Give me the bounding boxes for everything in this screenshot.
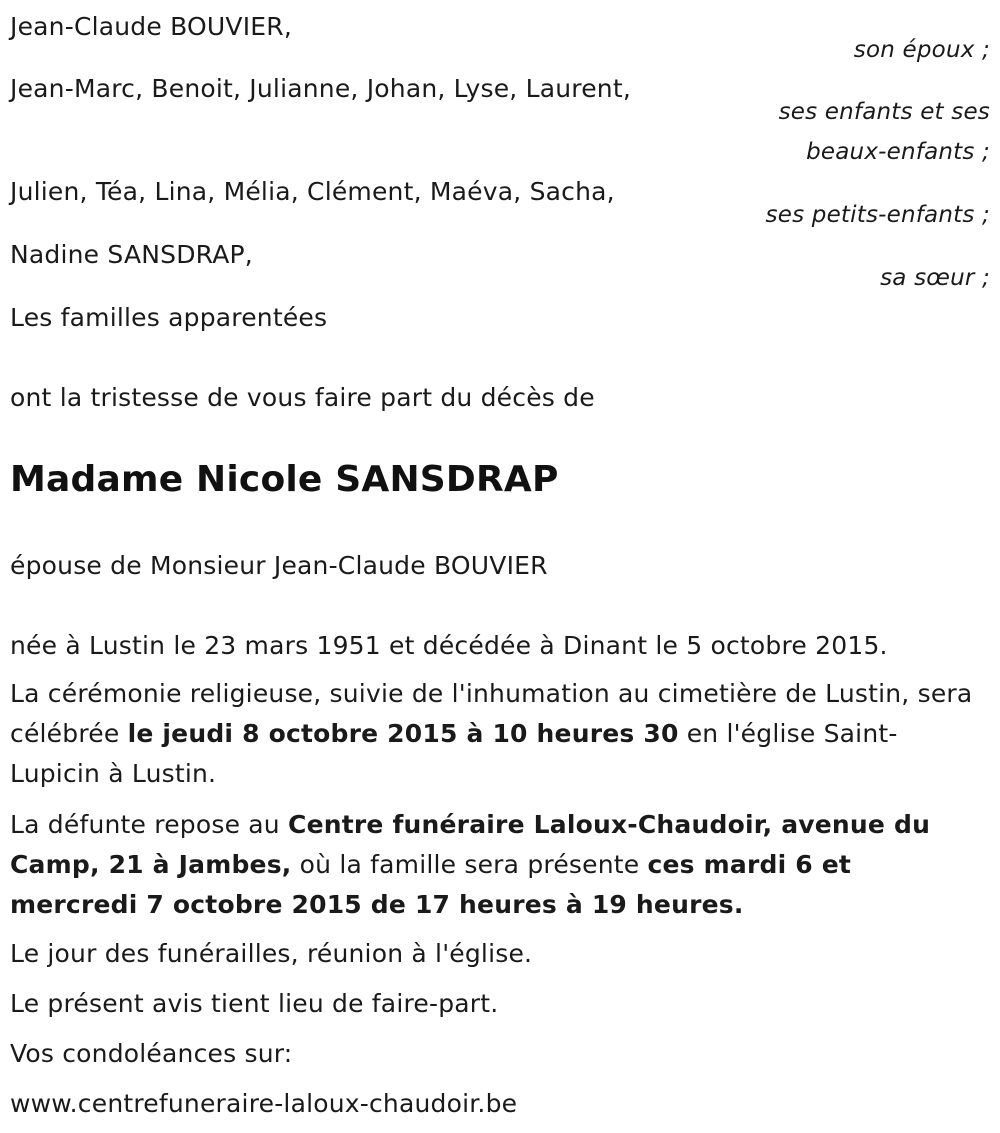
deceased-name: Madame Nicole SANSDRAP <box>10 459 559 500</box>
relative-families-names: Les familles apparentées <box>10 303 328 332</box>
relative-sister-names: Nadine SANSDRAP, <box>10 240 253 269</box>
relative-children-relation-line2: beaux-enfants ; <box>806 139 990 165</box>
condolences-url[interactable]: www.centrefuneraire-laloux-chaudoir.be <box>10 1089 518 1118</box>
condolences-label: Vos condoléances sur: <box>10 1039 293 1068</box>
birth-death-line: née à Lustin le 23 mars 1951 et décédée à Dinant le 5 octobre 2015. <box>10 631 888 660</box>
relative-children-names: Jean-Marc, Benoit, Julianne, Johan, Lyse, Laurent, <box>10 74 631 103</box>
relative-sister-relation: sa sœur ; <box>880 265 990 291</box>
repose-place: Centre funéraire Laloux-Chaudoir, avenue du Camp, 21 à Jambes, <box>10 810 931 879</box>
relative-grandchildren-relation: ses petits-enfants ; <box>765 202 990 228</box>
announcement-text: ont la tristesse de vous faire part du décès de <box>10 383 595 412</box>
relative-spouse-relation: son époux ; <box>853 37 990 63</box>
funeral-day-line: Le jour des funérailles, réunion à l'église. <box>10 939 533 968</box>
repose-paragraph <box>10 805 985 925</box>
repose-dates: ces mardi 6 et mercredi 7 octobre 2015 de 17 heures à 19 heures. <box>10 850 852 919</box>
relative-spouse-names: Jean-Claude BOUVIER, <box>10 12 292 41</box>
relative-children-relation-line1: ses enfants et ses <box>778 99 990 125</box>
spouse-line: épouse de Monsieur Jean-Claude BOUVIER <box>10 551 548 580</box>
relative-grandchildren-names: Julien, Téa, Lina, Mélia, Clément, Maéva, Sacha, <box>10 177 615 206</box>
ceremony-text-before: La cérémonie religieuse, suivie de l'inhumation au cimetière de Lustin, sera célébrée <box>10 679 973 748</box>
ceremony-text-after: en l'église Saint-Lupicin à Lustin. <box>10 719 898 788</box>
ceremony-datetime: le jeudi 8 octobre 2015 à 10 heures 30 <box>127 719 679 748</box>
ceremony-paragraph <box>10 674 985 794</box>
repose-text-before: La défunte repose au <box>10 810 289 839</box>
notice-line: Le présent avis tient lieu de faire-part. <box>10 989 499 1018</box>
repose-text-middle: où la famille sera présente <box>291 850 648 879</box>
